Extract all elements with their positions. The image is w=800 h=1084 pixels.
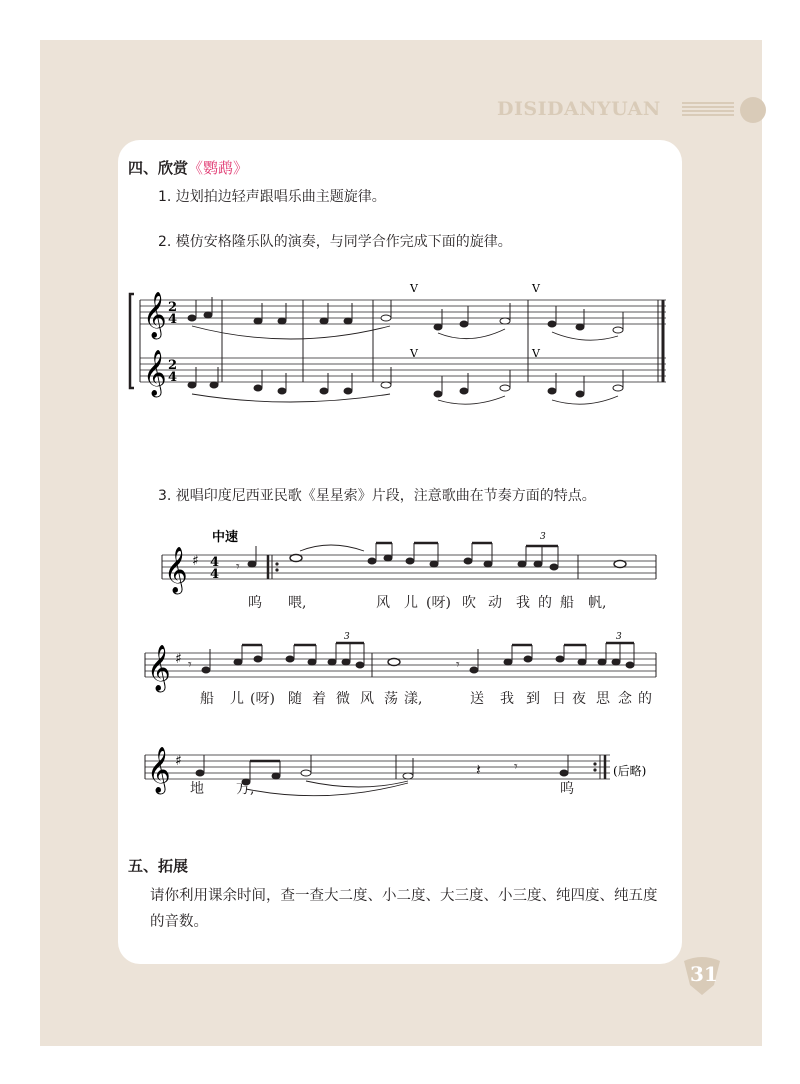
lyric-syllable: 着 bbox=[312, 691, 326, 707]
score-parrot bbox=[120, 270, 680, 410]
lyric-syllable: 儿 bbox=[404, 595, 418, 611]
lyric-syllable: 到 bbox=[526, 691, 540, 707]
rest-icon: 𝄾 bbox=[514, 759, 518, 775]
treble-clef-icon: 𝄞 bbox=[143, 292, 167, 338]
lyric-syllable: 风 bbox=[360, 691, 374, 707]
triplet-mark: 3 bbox=[540, 532, 546, 542]
lyric-syllable: 随 bbox=[288, 691, 302, 707]
lyric-syllable: 船 bbox=[200, 691, 214, 707]
lyric-syllable: 地 bbox=[190, 781, 204, 797]
header-ornament bbox=[740, 97, 766, 123]
lyric-syllable: 送 bbox=[470, 691, 484, 707]
lyric-syllable: 的 bbox=[638, 691, 652, 707]
lyric-syllable: 吹 bbox=[462, 595, 476, 611]
lyric-syllable: 儿 bbox=[230, 691, 244, 707]
lyric-syllable: 的 bbox=[538, 595, 552, 611]
song-title: 《鹦鹉》 bbox=[188, 159, 249, 177]
sharp-icon: ♯ bbox=[175, 651, 182, 667]
lyric-syllable: (呀) bbox=[426, 595, 451, 611]
rest-icon: 𝄽 bbox=[476, 760, 481, 779]
time-sig-top: 2 bbox=[168, 300, 178, 315]
instruction-2: 2. 模仿安格隆乐队的演奏，与同学合作完成下面的旋律。 bbox=[158, 234, 512, 250]
lyric-syllable: 思 bbox=[596, 691, 610, 707]
time-sig-bottom: 4 bbox=[168, 312, 178, 327]
treble-clef-icon: 𝄞 bbox=[147, 747, 171, 793]
breath-mark: V bbox=[410, 282, 418, 295]
rest-icon: 𝄾 bbox=[456, 657, 460, 673]
time-sig-top: 2 bbox=[168, 358, 178, 373]
section4-heading bbox=[128, 157, 248, 178]
time-sig-top: 4 bbox=[210, 555, 220, 570]
time-sig-bottom: 4 bbox=[168, 370, 178, 385]
rest-icon: 𝄾 bbox=[188, 657, 192, 673]
breath-mark: V bbox=[532, 282, 540, 295]
header-rule-lines bbox=[682, 102, 734, 118]
lyric-syllable: 风 bbox=[376, 595, 390, 611]
score-xingxingsuo bbox=[140, 525, 680, 815]
lyric-syllable: 呜 bbox=[248, 595, 262, 611]
treble-clef-icon: 𝄞 bbox=[147, 645, 171, 691]
lyric-syllable: (呀) bbox=[250, 691, 275, 707]
sharp-icon: ♯ bbox=[192, 553, 199, 569]
lyric-syllable: 漾, bbox=[404, 691, 423, 707]
unit-header: DISIDANYUAN bbox=[497, 98, 661, 120]
triplet-mark: 3 bbox=[616, 632, 622, 642]
lyric-syllable: 喂, bbox=[288, 595, 307, 611]
lyric-syllable: 动 bbox=[488, 595, 502, 611]
breath-mark: V bbox=[410, 347, 418, 360]
section5-text: 请你利用课余时间，查一查大二度、小二度、大三度、小三度、纯四度、纯五度的音数。 bbox=[150, 888, 658, 930]
lyric-syllable: 日 bbox=[552, 691, 566, 707]
triplet-mark: 3 bbox=[344, 632, 350, 642]
lyric-syllable: 帆, bbox=[588, 595, 607, 611]
ending-note: (后略) bbox=[613, 764, 647, 778]
lyric-syllable: 呜 bbox=[560, 781, 574, 797]
rest-icon: 𝄾 bbox=[236, 559, 240, 575]
time-sig-bottom: 4 bbox=[210, 567, 220, 582]
lyric-syllable: 荡 bbox=[384, 691, 398, 707]
lyric-syllable: 船 bbox=[560, 595, 574, 611]
breath-mark: V bbox=[532, 347, 540, 360]
instruction-3: 3. 视唱印度尼西亚民歌《星星索》片段，注意歌曲在节奏方面的特点。 bbox=[158, 488, 596, 504]
lyric-syllable: 我 bbox=[500, 691, 514, 707]
lyric-syllable: 夜 bbox=[572, 691, 586, 707]
section4-title: 四、欣赏 bbox=[128, 159, 189, 177]
lyric-syllable: 念 bbox=[618, 691, 632, 707]
section5-title: 五、拓展 bbox=[128, 857, 189, 875]
lyric-syllable: 我 bbox=[516, 595, 530, 611]
lyric-syllable: 微 bbox=[336, 691, 350, 707]
treble-clef-icon: 𝄞 bbox=[143, 350, 167, 396]
lyric-syllable: 方, bbox=[236, 781, 255, 797]
treble-clef-icon: 𝄞 bbox=[164, 547, 188, 593]
instruction-1: 1. 边划拍边轻声跟唱乐曲主题旋律。 bbox=[158, 189, 386, 205]
sharp-icon: ♯ bbox=[175, 753, 182, 769]
page-number: 31 bbox=[690, 962, 718, 986]
tempo-marking: 中速 bbox=[212, 530, 239, 545]
